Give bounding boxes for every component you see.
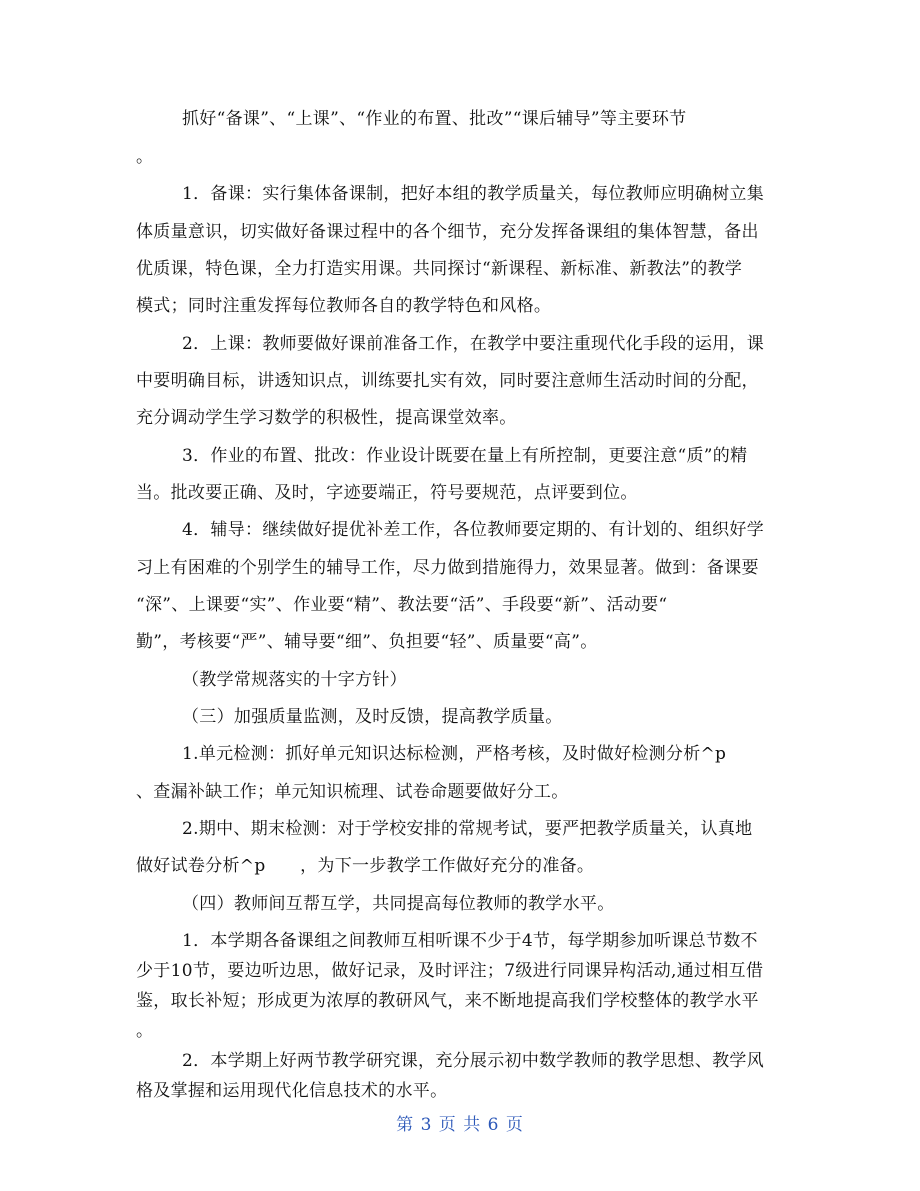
paragraph-line: 模式；同时注重发挥每位教师各自的教学特色和风格。 xyxy=(136,296,552,316)
section-heading: （四）教师间互帮互学，共同提高每位教师的教学水平。 xyxy=(182,894,615,914)
paragraph-line: 充分调动学生学习数学的积极性，提高课堂效率。 xyxy=(136,408,517,428)
paragraph-line: 2．上课：教师要做好课前准备工作，在教学中要注重现代化手段的运用，课 xyxy=(182,334,765,354)
paragraph-line: 。 xyxy=(136,1021,154,1041)
paragraph-line: 体质量意识，切实做好备课过程中的各个细节，充分发挥备课组的集体智慧，备出 xyxy=(136,222,759,242)
paragraph-line: 格及掌握和运用现代化信息技术的水平。 xyxy=(136,1081,448,1101)
paragraph-line: 习上有困难的个别学生的辅导工作，尽力做到措施得力，效果显著。做到：备课要 xyxy=(136,558,759,578)
paragraph-line: 1．本学期各备课组之间教师互相听课不少于4节，每学期参加听课总节数不 xyxy=(182,931,758,951)
paragraph-line: 少于10节，要边听边思，做好记录，及时评注；7级进行同课异构活动,通过相互借 xyxy=(136,961,764,981)
paragraph-line: 2.期中、期末检测：对于学校安排的常规考试，要严把教学质量关，认真地 xyxy=(182,819,753,839)
paragraph-line: 3．作业的布置、批改：作业设计既要在量上有所控制，更要注意“质”的精 xyxy=(182,446,748,466)
paragraph-line: 鉴，取长补短；形成更为浓厚的教研风气，来不断地提高我们学校整体的教学水平 xyxy=(136,991,759,1011)
paragraph-line: 做好试卷分析^p ，为下一步教学工作做好充分的准备。 xyxy=(136,856,595,876)
paragraph-line: 1．备课：实行集体备课制，把好本组的教学质量关，每位教师应明确树立集 xyxy=(182,184,765,204)
paragraph-line: 、查漏补缺工作；单元知识梳理、试卷命题要做好分工。 xyxy=(136,782,569,802)
paragraph-line: “深”、上课要“实”、作业要“精”、教法要“活”、手段要“新”、活动要“ xyxy=(136,595,668,615)
paragraph-line: 勤”，考核要“严”、辅导要“细”、负担要“轻”、质量要“高”。 xyxy=(136,632,598,652)
section-heading: （三）加强质量监测，及时反馈，提高教学质量。 xyxy=(182,707,563,727)
paragraph-line: 抓好“备课”、“上课”、“作业的布置、批改”“课后辅导”等主要环节 xyxy=(182,109,687,129)
paragraph-line: 中要明确目标，讲透知识点，训练要扎实有效，同时要注意师生活动时间的分配， xyxy=(136,371,759,391)
page-indicator: 第 3 页 共 6 页 xyxy=(396,1115,524,1135)
paragraph-line: 。 xyxy=(136,147,154,167)
paragraph-line: 4．辅导：继续做好提优补差工作，各位教师要定期的、有计划的、组织好学 xyxy=(182,520,765,540)
paragraph-line: 优质课，特色课，全力打造实用课。共同探讨“新课程、新标准、新教法”的教学 xyxy=(136,259,743,279)
paragraph-line: （教学常规落实的十字方针） xyxy=(182,670,407,690)
paragraph-line: 当。批改要正确、及时，字迹要端正，符号要规范，点评要到位。 xyxy=(136,483,638,503)
paragraph-line: 1.单元检测：抓好单元知识达标检测，严格考核，及时做好检测分析^p xyxy=(182,744,727,764)
paragraph-line: 2．本学期上好两节教学研究课，充分展示初中数学教师的教学思想、教学风 xyxy=(182,1051,765,1071)
